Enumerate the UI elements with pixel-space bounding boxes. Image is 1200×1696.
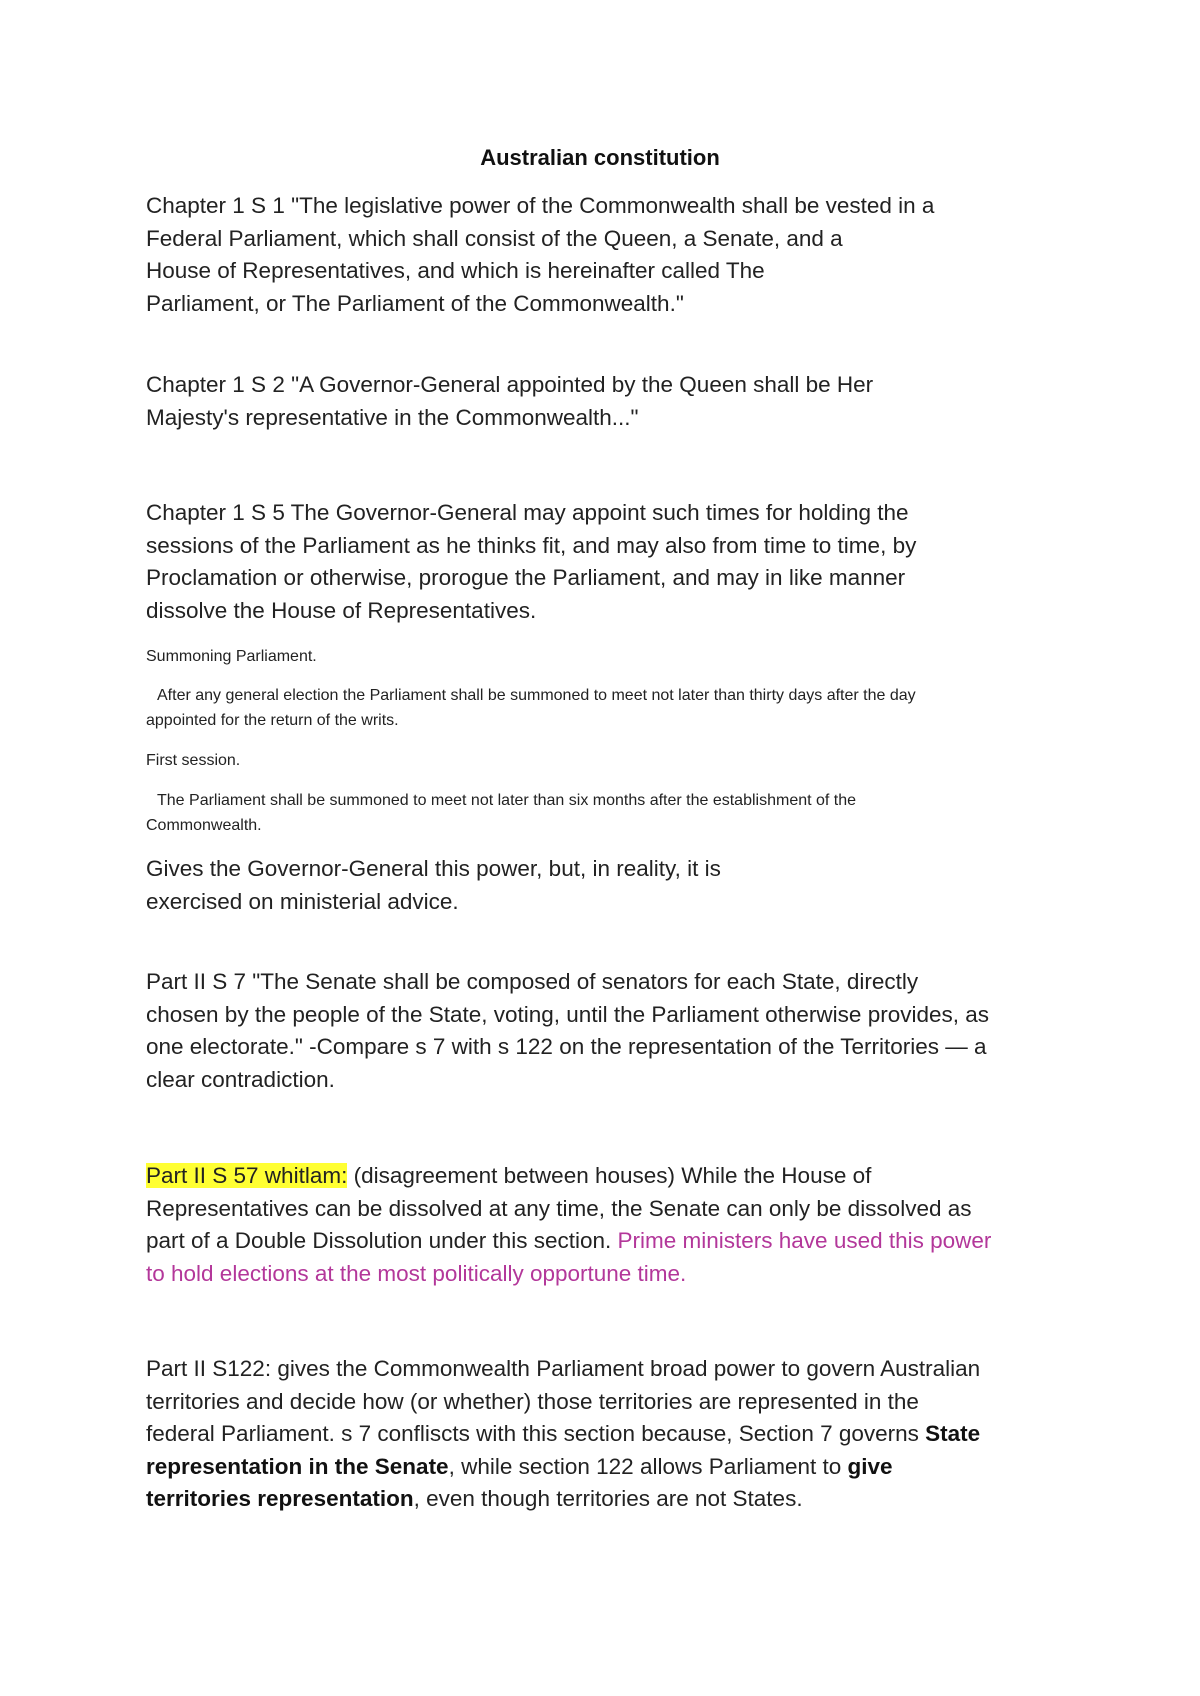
text-line [146,1225,1076,1258]
text-span: federal Parliament. s 7 confliscts with this section because, Section 7 governs [146,1421,926,1446]
section-chapter1-s5 [146,497,1076,627]
section-part2-s7 [146,966,1076,1096]
text-line: Gives the Governor-General this power, but, in reality, it is [146,856,721,881]
text-line: The Parliament shall be summoned to meet not later than six months after the establishment of the [157,792,857,809]
text-span: , while section 122 allows Parliament to [448,1453,848,1479]
bold-text: give [847,1453,893,1479]
text-line: chosen by the people of the State, voting, until the Parliament otherwise provides, as [146,1001,990,1027]
text-line: appointed for the return of the writs. [146,712,399,729]
text-line: Majesty's representative in the Commonwealth..." [146,404,639,430]
text-line: Chapter 1 S 1 "The legislative power of the Commonwealth shall be vested in a [146,193,935,218]
section-part2-s57 [146,1160,1076,1290]
section-part2-s122 [146,1353,1076,1516]
text-line: Commonwealth. [146,817,262,834]
section-chapter1-s1 [146,190,1076,320]
pink-comment: to hold elections at the most politically opportune time. [146,1260,687,1286]
text-line: exercised on ministerial advice. [146,888,459,914]
text-line: territories and decide how (or whether) those territories are represented in the [146,1388,919,1414]
text-line [146,1160,1076,1193]
text-line: one electorate." -Compare s 7 with s 122 on the representation of the Territories — a [146,1034,987,1059]
section-chapter1-s2 [146,369,1076,434]
text-line: After any general election the Parliament shall be summoned to meet not later than thirty days after the day [157,687,916,704]
text-span: part of a Double Dissolution under this section. [146,1228,618,1253]
first-session-text [146,788,1066,838]
document-title: Australian constitution [480,145,720,170]
bold-text: representation in the Senate [146,1453,449,1479]
text-line [146,1451,1076,1484]
text-line: Chapter 1 S 2 "A Governor-General appointed by the Queen shall be Her [146,372,874,397]
text-line [146,1418,1076,1451]
text-line: clear contradiction. [146,1066,335,1092]
text-span: , even though territories are not States. [413,1486,803,1511]
text-line: Part II S 7 "The Senate shall be composed of senators for each State, directly [146,969,919,994]
first-session-heading: First session. [146,752,241,769]
bold-text: territories representation [146,1486,414,1511]
text-line: House of Representatives, and which is hereinafter called The [146,258,765,283]
text-line [146,1483,1076,1516]
text-line: sessions of the Parliament as he thinks fit, and may also from time to time, by [146,532,917,558]
governor-general-note [146,853,1076,918]
bold-text: State [925,1421,981,1446]
text-line: Parliament, or The Parliament of the Commonwealth." [146,290,684,316]
text-line: Chapter 1 S 5 The Governor-General may appoint such times for holding the [146,500,909,525]
text-span: (disagreement between houses) While the House of [347,1163,872,1188]
summoning-heading: Summoning Parliament. [146,648,317,665]
text-line: Representatives can be dissolved at any time, the Senate can only be dissolved as [146,1195,972,1221]
highlighted-heading: Part II S 57 whitlam: [146,1163,348,1188]
text-line: Federal Parliament, which shall consist of the Queen, a Senate, and a [146,225,843,251]
text-line: Part II S122: gives the Commonwealth Parliament broad power to govern Australian [146,1356,981,1381]
pink-comment: Prime ministers have used this power [617,1228,992,1253]
text-line: dissolve the House of Representatives. [146,597,537,623]
summoning-text [146,683,1066,733]
text-line: Proclamation or otherwise, prorogue the Parliament, and may in like manner [146,565,906,590]
